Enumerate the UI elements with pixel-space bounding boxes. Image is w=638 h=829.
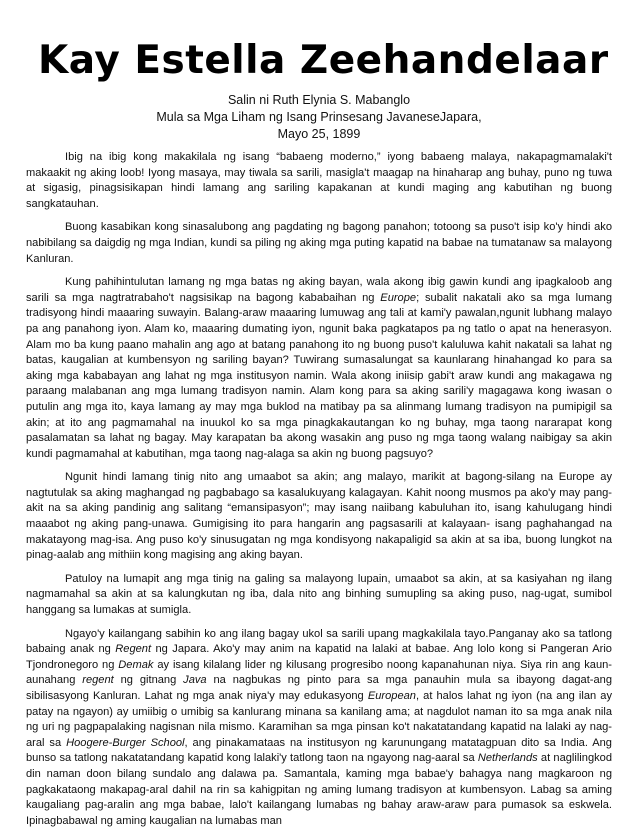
text-run: Ibig na ibig kong makakilala ng isang “babaeng moderno,” iyong babaeng malaya, nakapagmamalaki't makaakit ng aking loob! Iyong masaya, may tiwala sa sarili, masigla't maagap na hinaharap ang buhay, puno ng tuwa at sigasig, pinagsisikapan hindi lamang ang sariling kapakanan at kundi maging ang kabutihan ng buong sangkatauhan. [26, 151, 612, 210]
text-run: ay isang kilalang lider ng kilusang progresibo noong kapanahunan niya. Siya rin ang kaun-aunahang [26, 658, 612, 687]
italic-term: Java [183, 674, 207, 687]
body-paragraph [26, 572, 612, 619]
body-paragraph [26, 627, 612, 829]
translator-line: Salin ni Ruth Elynia S. Mabanglo [227, 93, 411, 107]
letter-body [26, 150, 612, 829]
italic-term: Demak [118, 658, 154, 671]
text-run: at naglilingkod din naman doon bilang sundalo ang dalawa pa. Samantala, kaming mga babae'y bahagya nang magkaroon ng pagkakataong makapag-aral dahil na rin sa kahigpitan ng aming lumang tradisyon at kumbensyon. Labag sa aming kaugaliang pag-aralin ang mga babae, lalo't kailangang lumabas ng bahay araw-araw para pumasok sa eskwela. Ipinagbabawal ng aming kaugalian na lumabas man [26, 752, 612, 827]
italic-term: Netherlands [477, 752, 538, 765]
body-paragraph [26, 150, 612, 212]
text-run: Kung pahihintulutan lamang ng mga batas ng aking bayan, wala akong ibig gawin kundi ang ipagkaloob ang sarili sa mga nagtratrabaho't nagsisikap na bagong kababaihan ng [26, 276, 612, 304]
italic-term: Europe [380, 291, 417, 304]
source-line: Mula sa Mga Liham ng Isang Prinsesang JavaneseJapara, [156, 110, 482, 124]
text-run: na nagbukas ng pinto para sa mga panauhin mula sa ibayong dagat-ang sibilisasyong Kanluran. Lahat ng mga anak niya'y may edukasyong [26, 674, 612, 702]
body-paragraph [26, 470, 612, 564]
text-run: ; subalit nakatali ako sa mga lumang tradisyong hindi maaaring suwayin. Balang-araw maaaring lumuwag ang tali at kami'y pawalan,ngunit lubhang malayo pa ang panahong iyon. Alam ko, maaaring dumating iyon, ngunit baka pagkatapos pa ng tatlo o apat na henerasyon. Alam mo ba kung paano mahalin ang ago at batang panahong ito ng buong puso't kaluluwa kahit nakatali sa lahat ng batas, kaugalian at kumbensyon ng sariling bayan? Tuwirang sumasalungat sa kaunlarang hinahangad ko para sa aking mga kababayan ang lahat ng mga institusyon namin. Wala akong iniisip gabi't araw kundi ang makagawa ng paraang malabanan ang mga lumang tradisyon namin. Alam kong para sa aking sarili'y magagawa kong iwasan o putulin ang mga ito, kaya lamang ay may mga buklod na matibay pa sa alinmang lumang tradisyon na pumipigil sa akin; at ito ang pagmamahal na inuukol ko sa mga pinagkakautangan ko ng buhay, mga taong nararapat kong pasalamatan sa lahat ng bagay. May karapatan ba akong wasakin ang puso ng mga taong walang naibigay sa akin kundi pagmamahal at kabutihan, mga taong nag-alaga sa akin ng buong pagsuyo? [26, 291, 612, 460]
italic-term: European [367, 690, 416, 702]
body-paragraph [26, 275, 612, 462]
text-run: Ngayo'y kailangang sabihin ko ang ilang bagay ukol sa sarili upang magkakilala tayo.Panganay ako sa tatlong babaing anak ng [26, 627, 612, 656]
text-run: ng Japara. Ako'y may anim na kapatid na lalaki at babae. Ang lolo kong si Pangeran Ario Tjondronegoro ng [26, 643, 612, 671]
italic-term: Regent [115, 643, 152, 656]
text-run: ng gitnang [113, 674, 184, 687]
text-run: Buong kasabikan kong sinasalubong ang pagdating ng bagong panahon; totoong sa puso't isip ko'y hindi ako nabibilang sa daigdig ng mga Indian, kundi sa piling ng aking mga puting kapatid na babae na tumatanaw sa malayong Kanluran. [26, 221, 612, 265]
body-paragraph [26, 220, 612, 267]
text-run: , at halos lahat ng iyon (na ang ilan ay patay na ngayon) ay umiibig o umibig sa kanlurang minana sa kanilang ama; at nagdulot naman ito sa mga anak nila ng uri ng pagpapalaking nagisnan nila mismo. Karamihan sa mga pinsan ko't nakatatandang kapatid na lalaki ay nag-aral sa [26, 690, 613, 749]
text-run: Patuloy na lumapit ang mga tinig na galing sa malayong lupain, umaabot sa akin, at sa kasiyahan ng ilang nagmamahal sa akin at sa kalungkutan ng iba, dala nito ang binhing sumupling sa aking puso, nag-ugat, sumibol hanggang sa lumakas at sumigla. [26, 572, 612, 617]
italic-term: regent [82, 674, 114, 687]
date-line: Mayo 25, 1899 [277, 127, 361, 141]
text-run: Ngunit hindi lamang tinig nito ang umaabot sa akin; ang malayo, marikit at bagong-silang na Europe ay nagtutulak sa aking maghangad ng pagbabago sa kasalukuyang kalagayan. Kahit noong musmos pa ako'y may pang-akit na sa aking pandinig ang salitang “emansipasyon”; may isang naiibang kabuluhan ito, isang kahulugang hindi maaabot ng aking pang-unawa. Gumigising ito para hangarin ang pagsasarili at kalayaan- isang paghahangad na makatayong mag-isa. Ang puso ko'y sinusugatan ng mga kondisyong nakapaligid sa akin at sa iba, buong lungkot na pinag-aalab ang mithiin kong magising ang aking bayan. [26, 471, 612, 562]
page-title: Kay Estella Zeehandelaar [38, 38, 609, 83]
text-run: , ang pinakamataas na institusyon ng karunungang matatagpuan dito sa India. Ang bunso sa tatlong nakatatandang kapatid kong lalaki'y tatlong taon na ngayong nag-aaral sa [26, 736, 612, 765]
italic-term: Hoogere-Burger School [66, 736, 185, 749]
